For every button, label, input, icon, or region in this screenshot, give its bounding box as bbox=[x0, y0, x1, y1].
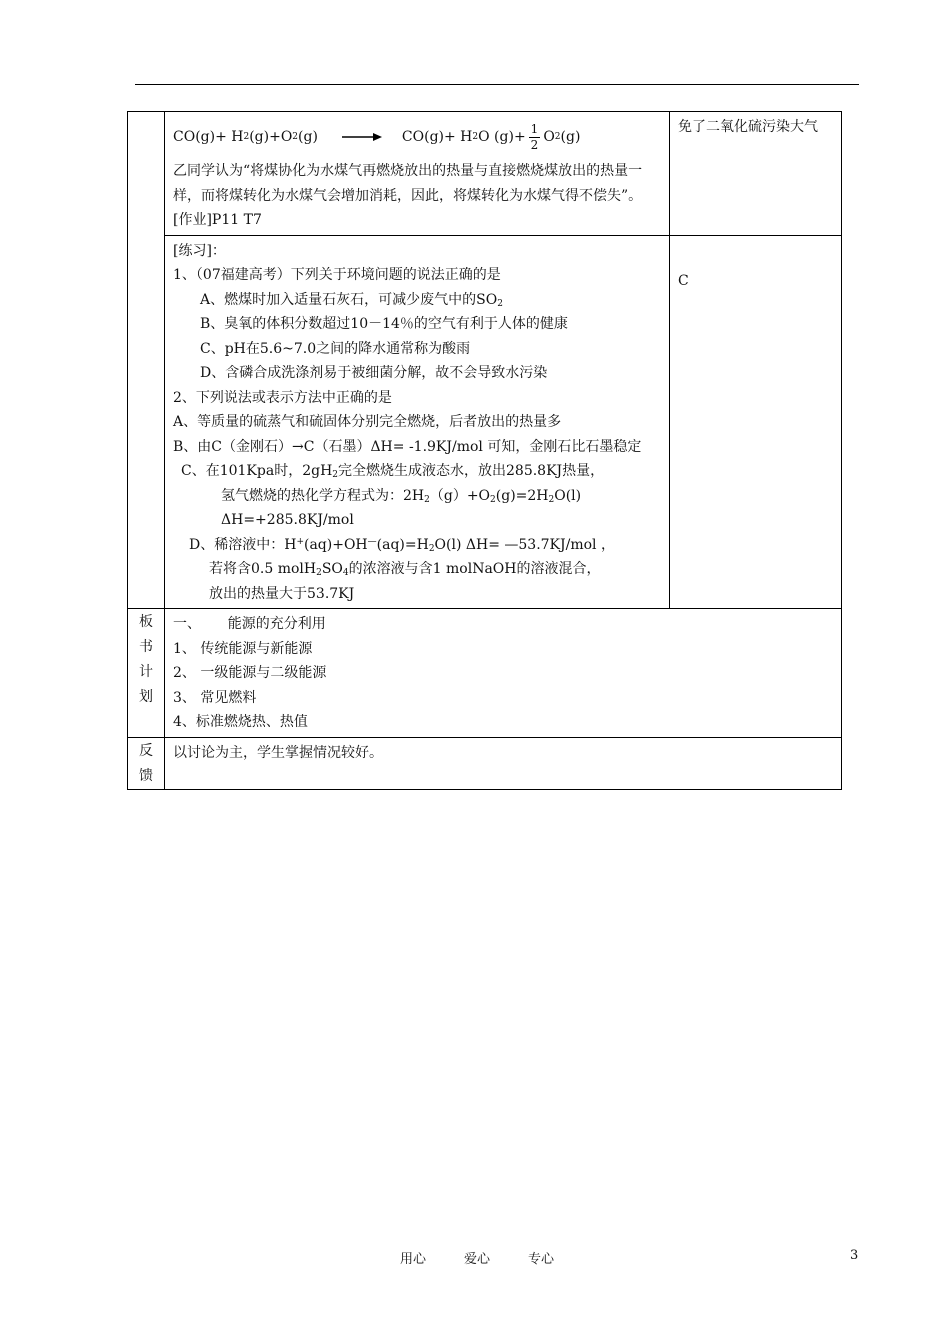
option-2d-heat: 放出的热量大于53.7KJ bbox=[209, 585, 355, 602]
option-sub: 4 bbox=[342, 568, 349, 578]
plan-line: 1、 传统能源与新能源 bbox=[173, 640, 313, 657]
question-1: 1、（07福建高考）下列关于环境问题的说法正确的是 bbox=[173, 267, 501, 283]
option-1b: B、臭氧的体积分数超过10－14％的空气有利于人体的健康 bbox=[200, 316, 568, 332]
option-text: (g)=2H bbox=[495, 487, 549, 504]
eq-text: (g) bbox=[560, 128, 581, 145]
plan-line: 4、标准燃烧热、热值 bbox=[173, 714, 308, 730]
option-text: (aq)+OH bbox=[303, 536, 368, 553]
table-row bbox=[128, 235, 842, 609]
footer-motto bbox=[400, 1248, 592, 1267]
label-char: 计 bbox=[139, 664, 153, 680]
option-text: （g）+O bbox=[429, 487, 491, 504]
empty-label-cell bbox=[128, 112, 165, 609]
eq-text: CO(g)+ H bbox=[173, 128, 244, 145]
plan-line: 3、 常见燃料 bbox=[173, 689, 257, 706]
feedback-text: 以讨论为主，学生掌握情况较好。 bbox=[173, 744, 383, 761]
label-char: 馈 bbox=[139, 767, 153, 784]
option-2d bbox=[173, 533, 662, 558]
plan-line: 一、 能源的充分利用 bbox=[173, 616, 326, 632]
option-sub: 2 bbox=[316, 568, 322, 578]
lesson-plan-table bbox=[127, 111, 842, 790]
note-text: 免了二氧化硫污染大气 bbox=[678, 119, 818, 135]
option-2a: A、等质量的硫蒸气和硫固体分别完全燃烧，后者放出的热量多 bbox=[173, 414, 562, 430]
exercise-cell bbox=[165, 235, 670, 609]
header-rule bbox=[135, 84, 859, 85]
option-sup: — bbox=[367, 536, 377, 547]
footer-item: 用心 bbox=[400, 1252, 427, 1267]
footer-item: 专心 bbox=[528, 1252, 555, 1267]
label-char: 划 bbox=[139, 689, 153, 705]
option-text: 完全燃烧生成液态水，放出285.8KJ热量， bbox=[338, 463, 605, 479]
option-text: (aq)=H bbox=[376, 536, 429, 553]
content-cell bbox=[165, 112, 670, 236]
label-char: 板 bbox=[139, 614, 153, 630]
option-sub: 2 bbox=[497, 298, 503, 309]
page-number: 3 bbox=[850, 1248, 859, 1263]
option-text: 氢气燃烧的热化学方程式为：2H bbox=[221, 487, 425, 504]
chemical-equation: CO(g)+ H 2 (g)+O 2 (g) CO(g)+ H 2 O (g)+ $\frac{1}{2}$ O 2 (g) bbox=[173, 121, 581, 152]
reaction-arrow-icon bbox=[342, 132, 382, 142]
row-label-feedback bbox=[128, 737, 165, 789]
option-text: D、稀溶液中：H bbox=[189, 536, 297, 553]
row-label-board-plan bbox=[128, 609, 165, 738]
label-char: 反 bbox=[139, 742, 153, 759]
label-char: 书 bbox=[139, 639, 153, 655]
option-2c-enthalpy: ΔH=+285.8KJ/mol bbox=[221, 512, 354, 528]
eq-text: (g)+O bbox=[249, 128, 293, 145]
option-2c-equation bbox=[173, 484, 662, 509]
option-sub: 2 bbox=[490, 494, 496, 505]
question-2: 2、下列说法或表示方法中正确的是 bbox=[173, 389, 392, 406]
option-1d: D、含磷合成洗涤剂易于被细菌分解，故不会导致水污染 bbox=[200, 365, 548, 381]
option-sub: 2 bbox=[428, 543, 435, 554]
exercise-heading: [练习]： bbox=[173, 242, 226, 259]
option-sub: 2 bbox=[548, 494, 555, 505]
option-text: 若将含0.5 molH bbox=[209, 561, 317, 577]
eq-text: (g) bbox=[298, 128, 318, 145]
option-sub: 2 bbox=[424, 494, 430, 505]
answer-cell bbox=[670, 235, 842, 609]
option-2d-mix bbox=[173, 557, 662, 582]
eq-text: O bbox=[543, 128, 555, 145]
board-plan-cell bbox=[165, 609, 842, 738]
homework-line: [作业]P11 T7 bbox=[173, 212, 262, 228]
table-row bbox=[128, 737, 842, 789]
fraction-numerator: 1 bbox=[530, 121, 539, 136]
eq-text: CO(g)+ H bbox=[401, 128, 473, 145]
option-1a bbox=[173, 288, 662, 313]
option-1c: C、pH在5.6~7.0之间的降水通常称为酸雨 bbox=[200, 340, 471, 357]
option-2c bbox=[173, 459, 662, 484]
student-opinion: 乙同学认为“将煤协化为水煤气再燃烧放出的热量与直接燃烧煤放出的热量一样，而将煤转化为水煤气会增加消耗，因此，将煤转化为水煤气得不偿失”。 bbox=[173, 163, 643, 204]
eq-text: O (g)+ bbox=[478, 128, 526, 145]
option-text: C、在101Kpa时，2gH bbox=[181, 463, 333, 479]
fraction-denominator: 2 bbox=[530, 137, 539, 152]
option-text: SO bbox=[321, 561, 343, 577]
fraction bbox=[529, 122, 541, 153]
option-text: 的浓溶液与含1 molNaOH的溶液混合， bbox=[348, 561, 601, 577]
option-sup: + bbox=[296, 536, 304, 547]
option-text: O(l) bbox=[554, 487, 582, 504]
footer-item: 爱心 bbox=[464, 1252, 491, 1267]
option-2b: B、由C（金刚石）→C（石墨）ΔH= -1.9KJ/mol 可知，金刚石比石墨稳定 bbox=[173, 438, 642, 455]
option-text: A、燃煤时加入适量石灰石，可减少废气中的SO bbox=[200, 291, 498, 308]
feedback-cell bbox=[165, 737, 842, 789]
plan-line: 2、 一级能源与二级能源 bbox=[173, 665, 327, 681]
note-cell bbox=[670, 112, 842, 236]
option-text: O(l) ΔH= —53.7KJ/mol ， bbox=[434, 536, 615, 553]
table-row bbox=[128, 112, 842, 236]
answer-text: C bbox=[678, 272, 689, 289]
option-sub: 2 bbox=[332, 470, 339, 480]
table-row bbox=[128, 609, 842, 738]
